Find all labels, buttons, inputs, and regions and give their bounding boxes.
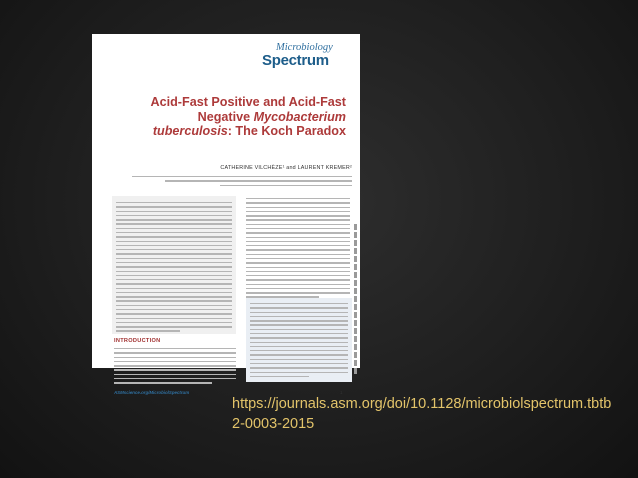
introduction-text [114,348,236,387]
logo-spectrum: Spectrum [262,52,329,69]
title-line-2: Negative Mycobacterium [197,109,346,124]
right-column-text [246,198,350,301]
affiliation-lines [132,176,352,189]
page-number: 1 [340,390,343,395]
logo-microbiology: Microbiology [276,42,333,53]
paper-first-page-image [92,34,360,395]
vertical-margin-note [354,224,357,374]
article-info-box [246,298,352,382]
title-line-1: Acid-Fast Positive and Acid-Fast [150,95,346,109]
paper-title [120,95,346,139]
doi-url-caption: https://journals.asm.org/doi/10.1128/microbiolspectrum.tbtb2-0003-2015 [232,396,612,432]
paper-authors: CATHERINE VILCHÈZE¹ and LAURENT KREMER² [220,165,352,171]
title-line-3: tuberculosis: The Koch Paradox [152,124,346,138]
journal-footer-link: ASMscience.org/MicrobiolSpectrum [114,390,190,395]
introduction-heading: INTRODUCTION [114,338,161,344]
journal-logo [262,42,334,68]
abstract-box [112,196,236,334]
